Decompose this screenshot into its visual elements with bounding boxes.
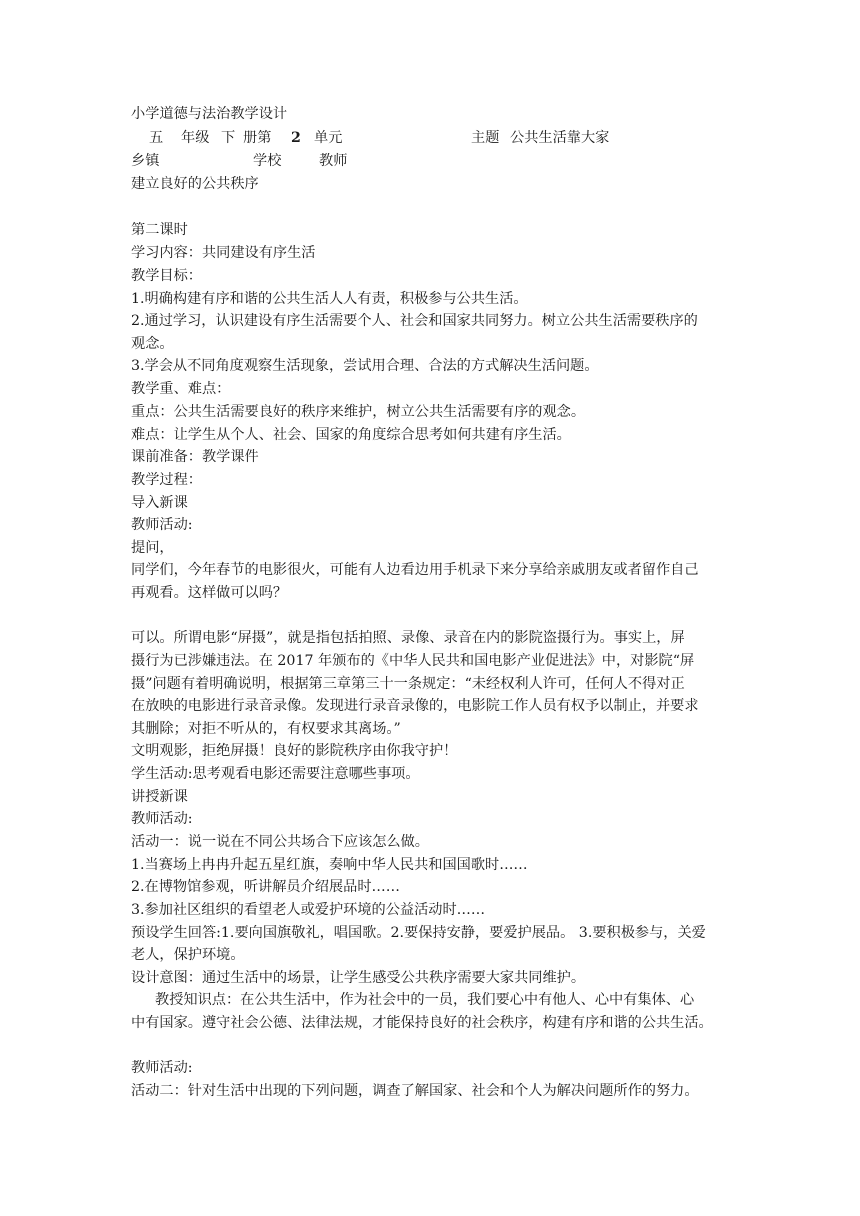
doc-title: 小学道德与法治教学设计: [131, 106, 288, 122]
grade-label: 年级: [181, 130, 210, 146]
body-line: 学生活动:思考观看电影还需要注意哪些事项。: [131, 766, 420, 782]
body-line: 2.在博物馆参观，听讲解员介绍展品时……: [131, 879, 400, 895]
body-line: 教学过程：: [131, 472, 202, 488]
lesson-title: 建立良好的公共秩序: [131, 176, 259, 192]
body-line: 摄”问题有着明确说明，根据第三章第三十一条规定：“未经权利人许可，任何人不得对正: [131, 676, 685, 692]
body-line: 摄行为已涉嫌违法。在 2017 年颁布的《中华人民共和国电影产业促进法》中，对影院“屏: [131, 653, 695, 669]
body-line: 3.学会从不同角度观察生活现象，尝试用合理、合法的方式解决生活问题。: [131, 358, 599, 374]
body-line: 教学目标：: [131, 268, 202, 284]
body-line: 教师活动:: [131, 1060, 193, 1076]
theme-label: 主题: [471, 130, 500, 146]
body-line: 3.参加社区组织的看望老人或爱护环境的公益活动时……: [131, 902, 486, 918]
body-line: 设计意图：通过生活中的场景，让学生感受公共秩序需要大家共同维护。: [131, 970, 586, 986]
body-line: 文明观影，拒绝屏摄！良好的影院秩序由你我守护！: [131, 743, 458, 759]
body-line: 在放映的电影进行录音录像。发现进行录音录像的，电影院工作人员有权予以制止，并要求: [131, 698, 699, 714]
teacher-label: 教师: [319, 153, 348, 169]
body-line: 教学重、难点：: [131, 381, 231, 397]
body-line: 预设学生回答:1.要向国旗敬礼，唱国歌。2.要保持安静，要爱护展品。 3.要积极参与，关爱: [131, 925, 706, 941]
body-line: 难点：让学生从个人、社会、国家的角度综合思考如何共建有序生活。: [131, 427, 571, 443]
town-label: 乡镇: [131, 153, 160, 169]
theme-value: 公共生活靠大家: [510, 130, 610, 146]
body-line: 教师活动:: [131, 517, 193, 533]
volume-label: 册第: [243, 130, 272, 146]
body-line: 导入新课: [131, 495, 188, 511]
body-line: 学习内容：共同建设有序生活: [131, 245, 316, 261]
body-line: 活动一：说一说在不同公共场合下应该怎么做。: [131, 834, 429, 850]
body-line: 第二课时: [131, 222, 188, 238]
body-line: 提问，: [131, 540, 174, 556]
body-line: 重点：公共生活需要良好的秩序来维护，树立公共生活需要有序的观念。: [131, 404, 586, 420]
body-line: 2.通过学习，认识建设有序生活需要个人、社会和国家共同努力。树立公共生活需要秩序的: [131, 313, 698, 329]
unit-number: 2: [291, 130, 301, 146]
body-line: 教授知识点：在公共生活中，作为社会中的一员，我们要心中有他人、心中有集体、心: [155, 992, 695, 1008]
body-line: 1.当赛场上冉冉升起五星红旗，奏响中华人民共和国国歌时……: [131, 857, 528, 873]
body-line: 课前准备：教学课件: [131, 449, 259, 465]
body-line: 再观看。这样做可以吗？: [131, 585, 288, 601]
body-line: 可以。所谓电影“屏摄”，就是指包括拍照、录像、录音在内的影院盗摄行为。事实上，屏: [131, 630, 685, 646]
unit-label: 单元: [314, 130, 343, 146]
body-line: 活动二：针对生活中出现的下列问题，调查了解国家、社会和个人为解决问题所作的努力。: [131, 1083, 699, 1099]
body-line: 其删除；对拒不听从的，有权要求其离场。”: [131, 721, 401, 737]
body-line: 中有国家。遵守社会公德、法律法规，才能保持良好的社会秩序，构建有序和谐的公共生活。: [131, 1015, 713, 1031]
body-line: 老人，保护环境。: [131, 947, 245, 963]
term-value: 下: [221, 130, 236, 146]
body-line: 讲授新课: [131, 789, 188, 805]
grade-value: 五: [149, 130, 164, 146]
body-line: 教师活动:: [131, 811, 193, 827]
school-label: 学校: [253, 153, 282, 169]
body-line: 观念。: [131, 336, 174, 352]
body-line: 同学们，今年春节的电影很火，可能有人边看边用手机录下来分享给亲戚朋友或者留作自己: [131, 562, 699, 578]
body-line: 1.明确构建有序和谐的公共生活人人有责，积极参与公共生活。: [131, 291, 528, 307]
